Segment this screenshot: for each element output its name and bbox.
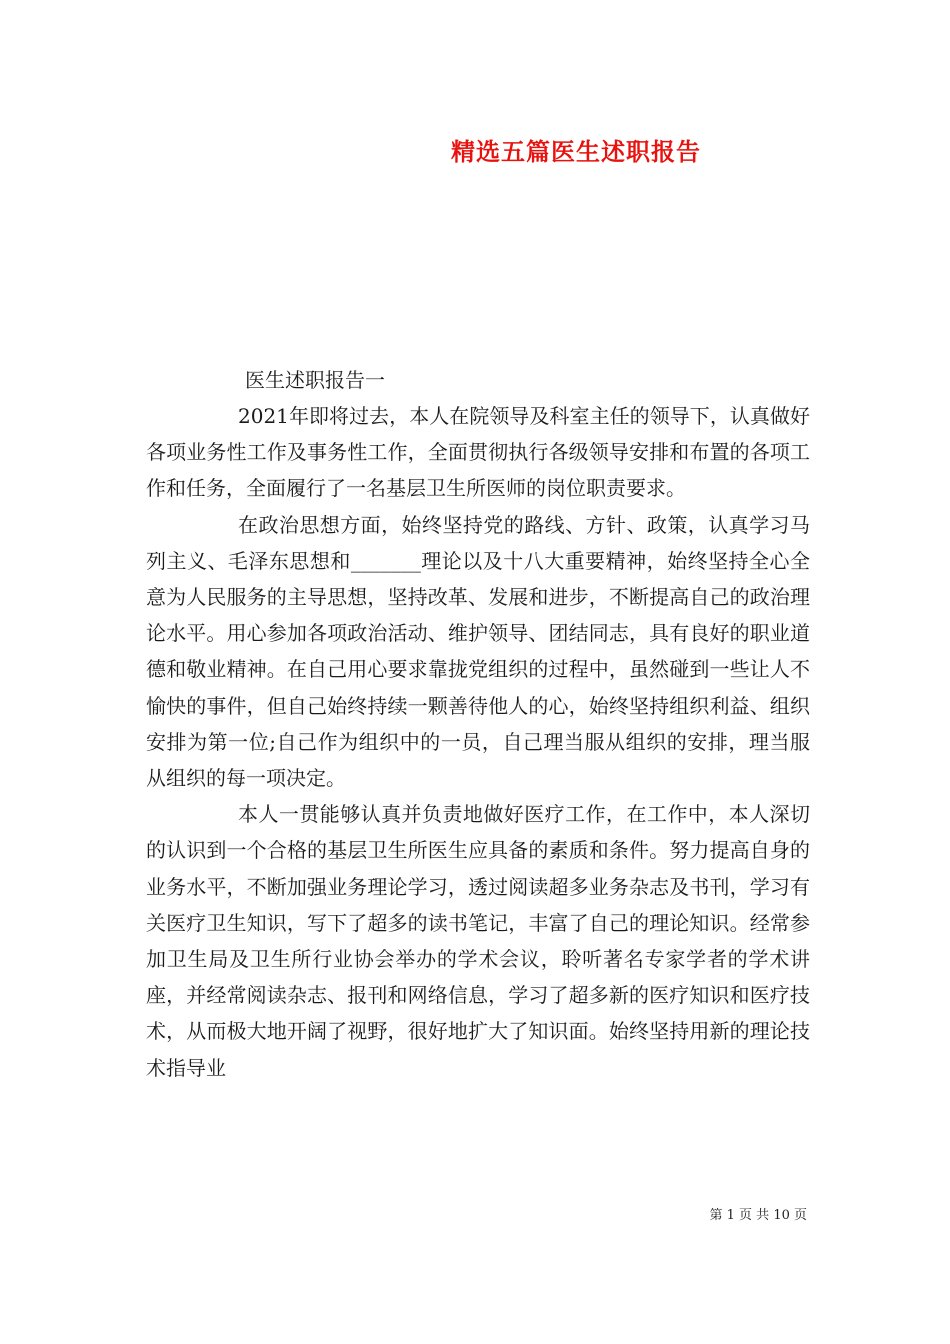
- section-heading: 医生述职报告一: [245, 368, 385, 392]
- paragraph-1: 2021年即将过去，本人在院领导及科室主任的领导下，认真做好各项业务性工作及事务性工作，全面贯彻执行各级领导安排和布置的各项工作和任务，全面履行了一名基层卫生所医师的岗位职责要求。: [146, 404, 810, 501]
- document-title: 精选五篇医生述职报告: [451, 137, 701, 166]
- paragraph-3: 本人一贯能够认真并负责地做好医疗工作，在工作中，本人深切的认识到一个合格的基层卫生所医生应具备的素质和条件。努力提高自身的业务水平，不断加强业务理论学习，透过阅读超多业务杂志及书刊，学习有关医疗卫生知识，写下了超多的读书笔记，丰富了自己的理论知识。经常参加卫生局及卫生所行业协会举办的学术会议，聆听著名专家学者的学术讲座，并经常阅读杂志、报刊和网络信息，学习了超多新的医疗知识和医疗技术，从而极大地开阔了视野，很好地扩大了知识面。始终坚持用新的理论技术指导业: [146, 802, 810, 1080]
- document-body: [146, 398, 810, 1086]
- paragraph-2: 在政治思想方面，始终坚持党的路线、方针、政策，认真学习马列主义、毛泽东思想和_______理论以及十八大重要精神，始终坚持全心全意为人民服务的主导思想，坚持改革、发展和进步，不断提高自己的政治理论水平。用心参加各项政治活动、维护领导、团结同志，具有良好的职业道德和敬业精神。在自己用心要求靠拢党组织的过程中，虽然碰到一些让人不愉快的事件，但自己始终持续一颗善待他人的心，始终坚持组织利益、组织安排为第一位;自己作为组织中的一员，自己理当服从组织的安排，理当服从组织的每一项决定。: [146, 512, 810, 791]
- page-number-footer: 第 1 页 共 10 页: [709, 1208, 807, 1223]
